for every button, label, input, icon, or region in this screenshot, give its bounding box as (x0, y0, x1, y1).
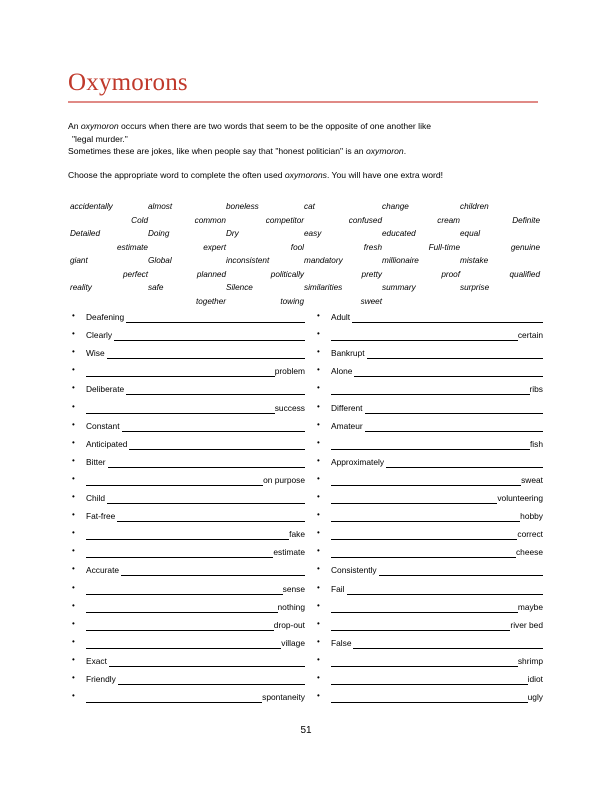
bullet-icon (313, 327, 331, 341)
exercise-prefix-word: Amateur (331, 420, 363, 431)
exercise-item (313, 450, 543, 468)
answer-blank[interactable] (108, 458, 305, 468)
exercise-body (331, 547, 543, 558)
answer-blank[interactable] (331, 530, 517, 540)
intro-spacer (68, 158, 538, 169)
exercise-suffix-word: river bed (510, 619, 543, 630)
exercise-item (68, 414, 305, 432)
bullet-icon (313, 490, 331, 504)
word-bank-word: educated (382, 229, 416, 238)
exercise-prefix-word: False (331, 637, 352, 648)
bullet-icon (313, 562, 331, 576)
exercise-prefix-word: Fail (331, 583, 345, 594)
answer-blank[interactable] (107, 494, 305, 504)
bullet-icon (313, 689, 331, 703)
exercise-body (86, 384, 305, 395)
exercise-suffix-word: idiot (527, 673, 543, 684)
bullet-icon (313, 544, 331, 558)
word-bank (70, 200, 540, 308)
exercise-item (68, 377, 305, 395)
exercise-item (68, 504, 305, 522)
exercise-suffix-word: cheese (515, 547, 543, 558)
exercise-column-left (68, 305, 305, 703)
answer-blank[interactable] (122, 422, 305, 432)
exercise-item (313, 395, 543, 413)
exercise-prefix-word: Clearly (86, 330, 113, 341)
exercise-body (86, 620, 305, 631)
exercise-suffix-word: correct (517, 529, 543, 540)
exercise-item (313, 558, 543, 576)
word-bank-column (70, 200, 148, 308)
word-bank-word: Silence (226, 283, 253, 292)
bullet-icon (313, 454, 331, 468)
answer-blank[interactable] (331, 385, 530, 395)
answer-blank[interactable] (331, 440, 530, 450)
page-number: 51 (300, 725, 312, 736)
word-bank-word: politically (270, 269, 304, 279)
exercise-item (68, 595, 305, 613)
exercise-item (313, 432, 543, 450)
answer-blank[interactable] (129, 440, 305, 450)
exercise-suffix-word: success (274, 402, 305, 413)
word-bank-word: pretty (361, 269, 382, 279)
intro-line-3-text-b: . (403, 146, 407, 157)
word-bank-word: genuine (510, 242, 540, 252)
word-bank-word: Cold (131, 215, 148, 225)
exercise-prefix-word: Deafening (86, 312, 125, 323)
bullet-icon (313, 508, 331, 522)
word-bank-word: reality (70, 283, 92, 292)
intro-line-3-term: oxymoron (365, 146, 404, 157)
bullet-icon (68, 671, 86, 685)
instruction-text-b: . You will have one extra word! (326, 169, 444, 180)
bullet-icon (68, 689, 86, 703)
intro-line-1-term: oxymoron (80, 121, 119, 131)
exercise-prefix-word: Bankrupt (331, 348, 365, 359)
answer-blank[interactable] (331, 548, 516, 558)
exercise-suffix-word: sense (282, 583, 305, 594)
title-block (68, 68, 538, 103)
bullet-icon (313, 472, 331, 486)
bullet-icon (313, 671, 331, 685)
word-bank-word: Detailed (70, 229, 101, 238)
bullet-icon (313, 309, 331, 323)
exercise-suffix-word: estimate (273, 547, 305, 558)
exercise-item (68, 341, 305, 359)
word-bank-word: confused (348, 215, 382, 225)
exercise-item (313, 359, 543, 377)
word-bank-word: sweet (360, 296, 382, 306)
exercise-suffix-word: fake (289, 529, 305, 540)
exercise-prefix-word: Consistently (331, 565, 377, 576)
answer-blank[interactable] (86, 530, 289, 540)
answer-blank[interactable] (379, 566, 543, 576)
exercise-suffix-word: ugly (527, 692, 543, 703)
exercise-prefix-word: Alone (331, 366, 353, 377)
answer-blank[interactable] (354, 367, 543, 377)
exercise-item (313, 323, 543, 341)
exercise-body (331, 674, 543, 685)
exercise-prefix-word: Accurate (86, 565, 120, 576)
bullet-icon (68, 617, 86, 631)
bullet-icon (313, 345, 331, 359)
answer-blank[interactable] (126, 385, 305, 395)
exercise-item (68, 359, 305, 377)
exercise-body (331, 330, 543, 341)
bullet-icon (68, 599, 86, 613)
exercise-body (86, 674, 305, 685)
exercise-body (86, 692, 305, 703)
exercise-item (68, 576, 305, 594)
answer-blank[interactable] (331, 494, 497, 504)
exercise-body (86, 457, 305, 468)
bullet-icon (313, 436, 331, 450)
exercise-body (331, 366, 543, 377)
exercise-prefix-word: Exact (86, 655, 107, 666)
exercise-body (331, 565, 543, 576)
exercise-item (313, 305, 543, 323)
answer-blank[interactable] (331, 693, 528, 703)
exercise-item (68, 685, 305, 703)
word-bank-column (460, 200, 540, 308)
answer-blank[interactable] (86, 639, 281, 649)
bullet-icon (313, 418, 331, 432)
answer-blank[interactable] (86, 693, 262, 703)
exercise-suffix-word: ribs (529, 384, 543, 395)
word-bank-word: easy (304, 229, 322, 238)
intro-line-3-text-a: Sometimes these are jokes, like when people say that "honest politician" is an (68, 146, 366, 157)
exercise-item (68, 450, 305, 468)
word-bank-word: safe (148, 283, 164, 292)
exercise-prefix-word: Different (331, 402, 363, 413)
exercise-body (86, 565, 305, 576)
exercise-body (86, 366, 305, 377)
exercise-body (86, 656, 305, 667)
word-bank-column (226, 200, 304, 308)
bullet-icon (313, 363, 331, 377)
bullet-icon (313, 381, 331, 395)
exercise-item (313, 631, 543, 649)
intro-line-2: "legal murder." (72, 133, 128, 144)
answer-blank[interactable] (107, 349, 305, 359)
answer-blank[interactable] (331, 331, 518, 341)
answer-blank[interactable] (86, 585, 283, 595)
bullet-icon (68, 381, 86, 395)
bullet-icon (68, 508, 86, 522)
exercise-item (313, 468, 543, 486)
word-bank-word: children (460, 202, 489, 211)
bullet-icon (313, 400, 331, 414)
exercise-item (313, 649, 543, 667)
exercise-body (331, 421, 543, 432)
exercise-item (313, 685, 543, 703)
bullet-icon (68, 418, 86, 432)
word-bank-word: giant (70, 256, 88, 265)
answer-blank[interactable] (117, 512, 305, 522)
word-bank-column (382, 200, 460, 308)
exercise-item (68, 323, 305, 341)
word-bank-word: change (382, 202, 409, 211)
exercise-item (68, 486, 305, 504)
exercise-body (86, 439, 305, 450)
answer-blank[interactable] (386, 458, 543, 468)
answer-blank[interactable] (86, 603, 278, 613)
word-bank-word: expert (203, 242, 226, 252)
exercise-item (313, 613, 543, 631)
exercise-item (68, 395, 305, 413)
word-bank-column (148, 200, 226, 308)
bullet-icon (68, 400, 86, 414)
word-bank-word: accidentally (70, 202, 113, 211)
bullet-icon (68, 454, 86, 468)
bullet-icon (68, 653, 86, 667)
word-bank-word: qualified (509, 269, 540, 279)
answer-blank[interactable] (118, 675, 305, 685)
answer-blank[interactable] (331, 657, 518, 667)
word-bank-word: inconsistent (226, 256, 270, 265)
exercise-body (86, 312, 305, 323)
exercise-body (331, 493, 543, 504)
exercise-prefix-word: Adult (331, 312, 351, 323)
bullet-icon (68, 581, 86, 595)
answer-blank[interactable] (86, 404, 275, 414)
bullet-icon (68, 327, 86, 341)
exercise-body (331, 602, 543, 613)
word-bank-word: summary (382, 283, 416, 292)
exercise-item (68, 522, 305, 540)
exercise-body (86, 493, 305, 504)
instruction-text-a: Choose the appropriate word to complete the often used (68, 169, 285, 180)
exercise-prefix-word: Approximately (331, 456, 385, 467)
bullet-icon (68, 544, 86, 558)
bullet-icon (68, 436, 86, 450)
word-bank-word: fool (290, 242, 304, 252)
exercise-prefix-word: Friendly (86, 673, 116, 684)
exercise-body (86, 421, 305, 432)
answer-blank[interactable] (331, 675, 528, 685)
bullet-icon (68, 363, 86, 377)
word-bank-word: estimate (117, 242, 148, 252)
word-bank-word: cream (437, 215, 460, 225)
bullet-icon (68, 490, 86, 504)
exercise-body (86, 511, 305, 522)
answer-blank[interactable] (331, 603, 518, 613)
intro-block (68, 120, 538, 181)
bullet-icon (313, 581, 331, 595)
exercise-body (86, 638, 305, 649)
exercise-body (331, 584, 543, 595)
exercise-suffix-word: spontaneity (262, 692, 305, 703)
exercise-prefix-word: Fat-free (86, 511, 116, 522)
exercise-body (331, 457, 543, 468)
answer-blank[interactable] (126, 313, 305, 323)
bullet-icon (313, 635, 331, 649)
answer-blank[interactable] (121, 566, 305, 576)
exercise-body (331, 348, 543, 359)
exercise-body (331, 529, 543, 540)
exercise-body (86, 348, 305, 359)
bullet-icon (313, 617, 331, 631)
exercise-suffix-word: village (281, 637, 305, 648)
answer-blank[interactable] (86, 548, 273, 558)
exercise-body (86, 547, 305, 558)
word-bank-word: similarities (304, 283, 343, 292)
word-bank-word: cat (304, 202, 315, 211)
exercise-item (313, 576, 543, 594)
page-title: Oxymorons (68, 69, 188, 96)
exercise-body (331, 312, 543, 323)
answer-blank[interactable] (365, 422, 543, 432)
exercise-body (331, 475, 543, 486)
word-bank-word: Dry (226, 229, 239, 238)
exercise-suffix-word: certain (517, 330, 543, 341)
word-bank-word: together (195, 296, 226, 306)
exercise-prefix-word: Wise (86, 348, 105, 359)
exercise-item (313, 667, 543, 685)
exercise-suffix-word: nothing (277, 601, 305, 612)
exercise-body (331, 620, 543, 631)
word-bank-word: mandatory (304, 256, 343, 265)
answer-blank[interactable] (114, 331, 305, 341)
word-bank-word: planned (196, 269, 226, 279)
bullet-icon (68, 309, 86, 323)
instruction-term: oxymorons (284, 169, 327, 180)
word-bank-word: common (194, 215, 226, 225)
exercise-prefix-word: Child (86, 493, 106, 504)
exercise-body (86, 602, 305, 613)
answer-blank[interactable] (86, 367, 275, 377)
answer-blank[interactable] (367, 349, 543, 359)
instruction-line (68, 169, 538, 182)
word-bank-word: surprise (460, 283, 490, 292)
answer-blank[interactable] (109, 657, 305, 667)
exercise-body (86, 584, 305, 595)
exercise-prefix-word: Anticipated (86, 438, 128, 449)
word-bank-word: Doing (148, 229, 170, 238)
exercise-item (313, 377, 543, 395)
exercise-body (86, 330, 305, 341)
word-bank-word: competitor (265, 215, 304, 225)
bullet-icon (68, 472, 86, 486)
intro-line-1-text-b: occurs when there are two words that seem to be the opposite of one another like (118, 121, 432, 131)
exercise-suffix-word: fish (529, 438, 543, 449)
exercise-body (331, 638, 543, 649)
exercise-prefix-word: Constant (86, 420, 120, 431)
exercise-suffix-word: on purpose (263, 474, 305, 485)
bullet-icon (68, 526, 86, 540)
bullet-icon (68, 635, 86, 649)
word-bank-word: Global (148, 256, 172, 265)
exercise-body (331, 511, 543, 522)
exercise-item (68, 613, 305, 631)
exercise-suffix-word: maybe (517, 601, 543, 612)
exercise-item (68, 540, 305, 558)
word-bank-word: perfect (122, 269, 148, 279)
answer-blank[interactable] (352, 313, 543, 323)
exercise-body (86, 403, 305, 414)
word-bank-column (304, 200, 382, 308)
exercise-item (68, 305, 305, 323)
bullet-icon (68, 562, 86, 576)
bullet-icon (313, 653, 331, 667)
answer-blank[interactable] (86, 476, 263, 486)
exercise-body (331, 403, 543, 414)
intro-line-1-text-a: An (68, 121, 81, 131)
word-bank-word: Definite (512, 215, 540, 225)
word-bank-word: millionaire (382, 256, 419, 265)
word-bank-word: fresh (363, 242, 382, 252)
word-bank-word: towing (280, 296, 304, 306)
title-divider (68, 101, 538, 103)
exercise-prefix-word: Deliberate (86, 384, 125, 395)
word-bank-word: Full-time (428, 242, 460, 252)
exercise-suffix-word: sweat (521, 474, 543, 485)
answer-blank[interactable] (365, 404, 543, 414)
exercise-suffix-word: volunteering (497, 493, 543, 504)
exercise-suffix-word: hobby (520, 511, 543, 522)
word-bank-word: almost (148, 202, 173, 211)
exercise-suffix-word: shrimp (517, 655, 543, 666)
word-bank-word: boneless (226, 202, 259, 211)
exercise-list (68, 305, 543, 703)
exercise-item (313, 504, 543, 522)
exercise-body (331, 656, 543, 667)
word-bank-word: proof (441, 269, 460, 279)
exercise-item (313, 522, 543, 540)
answer-blank[interactable] (347, 585, 544, 595)
exercise-body (86, 529, 305, 540)
exercise-body (331, 439, 543, 450)
exercise-item (313, 341, 543, 359)
exercise-item (68, 468, 305, 486)
exercise-item (68, 667, 305, 685)
exercise-item (313, 595, 543, 613)
exercise-body (331, 384, 543, 395)
exercise-item (68, 432, 305, 450)
exercise-body (331, 692, 543, 703)
exercise-item (313, 414, 543, 432)
answer-blank[interactable] (353, 639, 543, 649)
bullet-icon (313, 599, 331, 613)
bullet-icon (313, 526, 331, 540)
exercise-prefix-word: Bitter (86, 456, 106, 467)
exercise-item (68, 558, 305, 576)
answer-blank[interactable] (86, 621, 274, 631)
exercise-suffix-word: problem (274, 366, 305, 377)
intro-line-3 (68, 145, 538, 158)
word-bank-word: mistake (460, 256, 489, 265)
exercise-column-right (305, 305, 543, 703)
answer-blank[interactable] (331, 512, 520, 522)
intro-line-1 (68, 120, 538, 133)
answer-blank[interactable] (331, 621, 510, 631)
exercise-item (68, 649, 305, 667)
exercise-item (313, 486, 543, 504)
word-bank-word: equal (460, 229, 481, 238)
bullet-icon (68, 345, 86, 359)
exercise-body (86, 475, 305, 486)
exercise-item (313, 540, 543, 558)
answer-blank[interactable] (331, 476, 521, 486)
exercise-item (68, 631, 305, 649)
exercise-suffix-word: drop-out (273, 619, 305, 630)
